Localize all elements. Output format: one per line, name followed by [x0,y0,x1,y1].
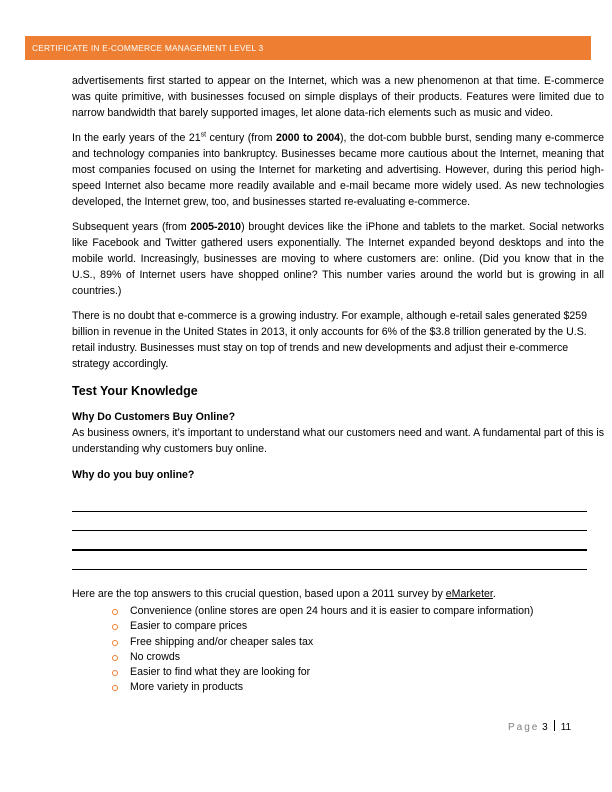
list-item: Easier to compare prices [112,619,604,634]
paragraph-intro: advertisements first started to appear on the Internet, which was a new phenomenon at that time. E-commerce was quite primitive, with businesses focused on simple displays of their products. Features were limited due to narrow bandwidth that barely supported images, let alone data-rich elements such as music and video. [72,75,604,119]
question: Why do you buy online? [72,469,195,481]
answer-line[interactable] [72,531,587,551]
answers-list [72,604,604,696]
paragraph-mobile: Subsequent years (from 2005-2010) brought devices like the iPhone and tablets to the market. Social networks like Facebook and Twitter gathered users exponentially. The Internet expanded beyond desktops and into the mobile world. Increasingly, businesses are moving to where customers are: online. (Did you know that in the U.S., 89% of Internet users have shopped online? This number varies around the world but is growing in all countries.) [72,221,604,297]
header-bar [25,36,591,60]
answer-lines [72,493,587,570]
list-item: Free shipping and/or cheaper sales tax [112,635,604,650]
header-title: CERTIFICATE IN E-COMMERCE MANAGEMENT LEVEL 3 [32,43,264,53]
section-heading: Test Your Knowledge [72,384,198,398]
bullet-icon [112,670,118,676]
answer-line[interactable] [72,493,587,512]
bullet-icon [112,655,118,661]
paragraph-growth: There is no doubt that e-commerce is a growing industry. For example, although e-retail sales generated $259 billion in revenue in the United States in 2013, it only accounts for 6% of the $3.8 trillion generated by the U.S. retail industry. Businesses must stay on top of trends and new developments and adjust their e-commerce strategy accordingly. [72,310,588,370]
bullet-icon [112,609,118,615]
test-intro: As business owners, it’s important to understand what our customers need and want. A fundamental part of this is understanding why customers buy online. [72,427,604,455]
bullet-icon [112,640,118,646]
list-item: Easier to find what they are looking for [112,665,604,680]
paragraph-dotcom: In the early years of the 21st century (from 2000 to 2004), the dot-com bubble burst, sending many e-commerce and technology companies into bankruptcy. Businesses became more cautious about the Internet, meaning that most companies focused on using the Internet for marketing and advertising. However, during this period high-speed Internet also became more readily available and e-mail became more widely used. As new technologies developed, the Internet grew, too, and businesses started re-evaluating e-commerce. [72,131,604,208]
document-body [72,73,604,696]
bullet-icon [112,685,118,691]
page-footer [508,720,571,733]
total-pages: 11 [560,722,572,733]
answers-intro: Here are the top answers to this crucial question, based upon a 2011 survey by eMarketer. [72,588,496,600]
answer-line[interactable] [72,551,587,570]
list-item: Convenience (online stores are open 24 hours and it is easier to compare information) [112,604,604,619]
footer-divider [554,720,555,731]
subheading: Why Do Customers Buy Online? [72,411,236,423]
page-label: Page [508,722,540,733]
answer-line[interactable] [72,512,587,531]
page-number: 3 [542,722,548,733]
list-item: No crowds [112,650,604,665]
list-item: More variety in products [112,680,604,695]
emarketer-link[interactable]: eMarketer [445,588,493,600]
bullet-icon [112,624,118,630]
